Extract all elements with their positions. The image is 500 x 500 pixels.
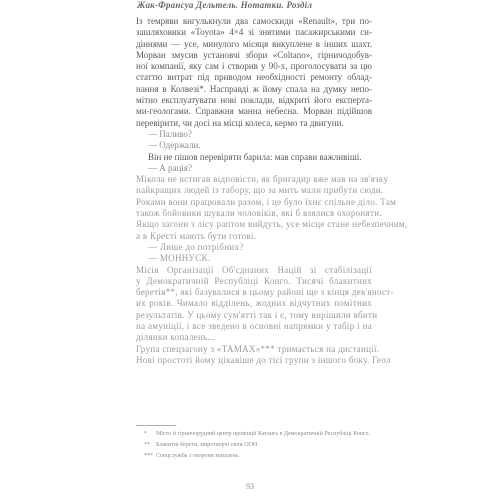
footnote	[136, 430, 372, 438]
text-line: перевірити, чи досі на місці колеса, кермо та двигуни.	[136, 117, 344, 128]
footnotes	[136, 430, 372, 463]
running-head: Жак-Франсуа Дельтель. Нотатки. Розділ	[137, 0, 313, 10]
text-line: Із темряви вигулькнули два самоскиди «Renault», три по-	[136, 16, 372, 26]
text-line: ми-геологами. Справжня манна небесна. Морван підійшов	[136, 106, 372, 117]
text-line: — МОННУСК.	[148, 253, 211, 264]
footnote	[136, 441, 372, 449]
text-line: у Демократичній Республіці Конго. Тисячі блакитних	[136, 275, 372, 286]
text-line: — А рація?	[148, 162, 192, 173]
text-line: ділянки копалень...	[136, 332, 216, 343]
text-line: статтю витрат під приводом необхідності ремонту облад-	[136, 72, 372, 83]
text-line: а в Кресті мають бути готові.	[136, 230, 257, 241]
footnote-mark: **	[144, 442, 150, 448]
footnote-text: Блакитні берети, миротворчі сили ООН.	[156, 442, 259, 448]
text-line: Якщо загони з лісу раптом вийдуть, усе місце стане небезпечним,	[136, 219, 408, 230]
footnote-mark: *	[144, 431, 147, 437]
page-number: 93	[246, 482, 254, 491]
text-line: беретів**, які базувалися в цьому районі ще з кінця дев'яност-	[136, 287, 394, 298]
text-line: результатів. У цьому сум'ятті так і є, тому вирішили вбити	[136, 309, 378, 320]
footnote-divider	[136, 425, 176, 426]
text-line: найкращих людей із табору, що за мить мали прибути сюди.	[136, 185, 384, 196]
text-line: — Паливо?	[148, 128, 192, 139]
text-line: их років. Чимало відділень, жодних відчутних помітних	[136, 298, 372, 309]
text-line: на амуніції, і все зведено в основні напрямки у табір і на	[136, 321, 372, 332]
text-line: Морван змусив установчі збори «Coltano», гірничодобув-	[136, 49, 372, 60]
footnote-text: Місто й гірничорудний центр провінції Катанга в Демократичній Республіці Конго.	[156, 431, 370, 437]
text-line: — Лише до потрібних?	[148, 241, 244, 252]
text-line: Нові простоті йому цікавіше до тієї групи з іншого боку. Геол	[136, 354, 391, 365]
footnote-mark: ***	[144, 453, 153, 459]
text-line: Він не пішов перевіряти барила: мав справи важливіші.	[148, 151, 362, 162]
text-line: Роками вони працювали разом, і це було їхнє спільне діло. Там	[136, 196, 397, 207]
text-line: Місія Організації Об'єднаних Націй зі стабілізації	[136, 264, 372, 275]
text-line: мітно експлуатувати нові поклади, відкриті його експерта-	[136, 95, 372, 106]
body-text	[136, 16, 408, 366]
text-line: також бойовики шукали чоловіків, які б взялися охороняти.	[136, 208, 382, 219]
text-line: діннями — усе, минулого місяця викуплене в інших шахт.	[136, 38, 372, 49]
text-line: зашляховики «Toyota» 4×4 зі знятими пасажирськими си-	[136, 27, 372, 38]
footnote	[136, 452, 372, 460]
text-line: нання в Колвезі*. Насправді ж йому спала на думку непо-	[136, 83, 372, 94]
text-line: Мікола не встигав відповісти, як бригадир вже мав на зв'язку	[136, 174, 389, 185]
footnote-text: Спецслужба з охорони копалень.	[156, 453, 241, 459]
text-line: ної компанії, яку сам і створив у 90-х, проголосувати за цю	[136, 61, 372, 72]
text-line: — Одержали.	[148, 140, 201, 151]
text-line: Група спецзагону з «ТАМАХ»*** тримається на дистанції.	[136, 343, 380, 354]
